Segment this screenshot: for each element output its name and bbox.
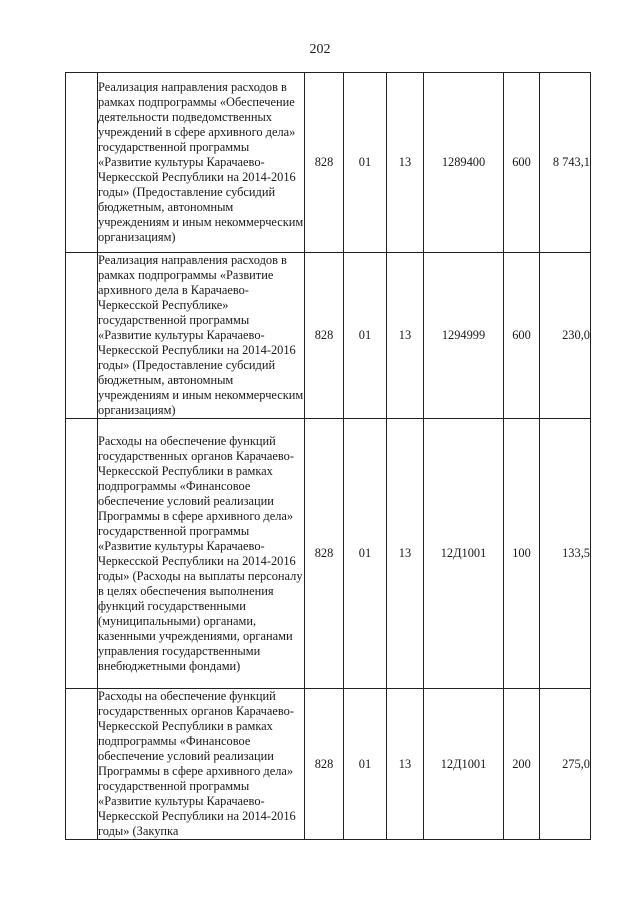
expense-type-code: 100 <box>504 419 540 689</box>
amount-value: 133,5 <box>540 419 591 689</box>
subsection-code: 13 <box>387 253 424 419</box>
target-article-code: 12Д1001 <box>424 419 504 689</box>
row-number-cell <box>66 689 98 840</box>
page-number: 202 <box>309 42 331 57</box>
ministry-code: 828 <box>305 73 344 253</box>
table-body <box>66 73 591 840</box>
row-description: Реализация направления расходов в рамках подпрограммы «Развитие архивного дела в Карачаево-Черкесской Республике» государственной программы «Развитие культуры Карачаево-Черкесской Республики на 2014-2016 годы» (Предоставление субсидий бюджетным, автономным учреждениям и иным некоммерческим организациям) <box>98 253 304 417</box>
section-code: 01 <box>344 253 387 419</box>
row-number-cell <box>66 419 98 689</box>
table-row <box>66 419 591 689</box>
expense-type-code: 200 <box>504 689 540 840</box>
subsection-code: 13 <box>387 689 424 840</box>
subsection-code: 13 <box>387 419 424 689</box>
ministry-code: 828 <box>305 253 344 419</box>
budget-table <box>65 72 591 840</box>
section-code: 01 <box>344 689 387 840</box>
table-row <box>66 253 591 419</box>
ministry-code: 828 <box>305 419 344 689</box>
target-article-code: 12Д1001 <box>424 689 504 840</box>
amount-value: 230,0 <box>540 253 591 419</box>
subsection-code: 13 <box>387 73 424 253</box>
expense-type-code: 600 <box>504 73 540 253</box>
table-row <box>66 689 591 840</box>
section-code: 01 <box>344 73 387 253</box>
table-row <box>66 73 591 253</box>
target-article-code: 1289400 <box>424 73 504 253</box>
amount-value: 8 743,1 <box>540 73 591 253</box>
target-article-code: 1294999 <box>424 253 504 419</box>
ministry-code: 828 <box>305 689 344 840</box>
amount-value: 275,0 <box>540 689 591 840</box>
section-code: 01 <box>344 419 387 689</box>
expense-type-code: 600 <box>504 253 540 419</box>
row-description: Расходы на обеспечение функций государственных органов Карачаево-Черкесской Республики в рамках подпрограммы «Финансовое обеспечение условий реализации Программы в сфере архивного дела» государственной программы «Развитие культуры Карачаево-Черкесской Республики на 2014-2016 годы» (Расходы на выплаты персоналу в целях обеспечения выполнения функций государственными (муниципальными) органами, казенными учреждениями, органами управления государственными внебюджетными фондами) <box>98 419 305 689</box>
row-description: Расходы на обеспечение функций государственных органов Карачаево-Черкесской Республики в рамках подпрограммы «Финансовое обеспечение условий реализации Программы в сфере архивного дела» государственной программы «Развитие культуры Карачаево-Черкесской Республики на 2014-2016 годы» (Закупка <box>98 689 305 840</box>
row-number-cell <box>66 73 98 253</box>
row-description: Реализация направления расходов в рамках подпрограммы «Обеспечение деятельности подведомственных учреждений в сфере архивного дела» государственной программы «Развитие культуры Карачаево-Черкесской Республики на 2014-2016 годы» (Предоставление субсидий бюджетным, автономным учреждениям и иным некоммерческим организациям) <box>98 73 305 253</box>
row-number-cell <box>66 253 98 419</box>
